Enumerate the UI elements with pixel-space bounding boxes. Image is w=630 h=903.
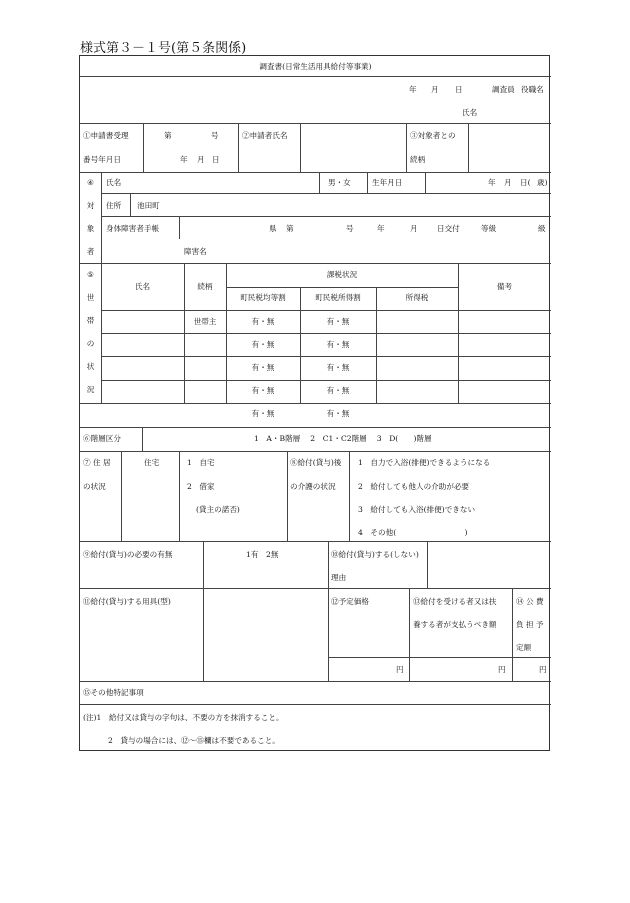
row-line	[80, 427, 551, 428]
income-tax-header: 所得税	[405, 293, 429, 302]
footnote-2: 2 貸与の場合には、⑫～⑮欄は不要であること。	[108, 736, 280, 745]
row-line	[101, 333, 551, 334]
handbook-issue: 日交付	[437, 224, 460, 233]
equipment-type-label: ⑪給付(貸与)する用具(型)	[83, 597, 171, 606]
per-capita-yesno: 有・無	[251, 409, 275, 418]
row-line	[101, 356, 551, 357]
row-line	[80, 403, 551, 404]
col-line	[328, 588, 329, 681]
handbook-year: 年	[377, 224, 385, 233]
care-option-4: 4 その他( )	[358, 528, 468, 537]
stratum-options: 1 A・B階層 2 C1・C2階層 3 D( )階層	[254, 434, 432, 443]
housing-own: 1 自宅	[187, 458, 215, 467]
col-line	[130, 193, 131, 216]
income-yesno: 有・無	[326, 363, 350, 372]
col-line	[367, 172, 368, 193]
row-line	[80, 451, 551, 452]
household-vertical-label: 況	[86, 385, 95, 394]
housing-rent: 2 借家	[187, 482, 215, 491]
household-vertical-label: 状	[86, 362, 95, 371]
necessity-value: 1有 2無	[246, 550, 279, 559]
col-line	[287, 451, 288, 541]
row-line	[80, 263, 551, 264]
household-relation-header: 続柄	[197, 282, 213, 291]
row-line	[101, 193, 551, 194]
row-line	[80, 704, 551, 705]
user-burden-label: 養する者が支払うべき額	[413, 620, 497, 629]
row-line	[101, 380, 551, 381]
income-yesno: 有・無	[326, 340, 350, 349]
col-line	[179, 216, 180, 239]
col-line	[203, 541, 204, 588]
per-capita-yesno: 有・無	[251, 340, 275, 349]
col-line	[319, 172, 320, 193]
relation-label: ③対象者との	[410, 131, 456, 140]
row-line	[80, 541, 551, 542]
survey-form-sheet	[79, 55, 550, 751]
col-line	[226, 263, 227, 403]
row-line	[226, 287, 458, 288]
header-month: 月	[431, 85, 439, 94]
header-investigator: 調査員	[492, 85, 515, 94]
handbook-label: 身体障害者手帳	[106, 224, 160, 233]
receipt-month: 月	[197, 155, 205, 164]
per-capita-yesno: 有・無	[251, 317, 275, 326]
user-burden-label: ⑬給付を受ける者又は扶	[413, 597, 497, 606]
handbook-go: 号	[346, 224, 354, 233]
col-line	[427, 541, 428, 588]
col-line	[328, 541, 329, 588]
public-yen: 円	[539, 665, 547, 674]
col-line	[300, 123, 301, 172]
row-line	[80, 681, 551, 682]
household-vertical-label: 世	[86, 293, 95, 302]
household-vertical-label: の	[86, 339, 95, 348]
handbook-month: 月	[410, 224, 418, 233]
tax-status-header: 課税状況	[326, 270, 358, 279]
footnote-1: (注)1 給付又は貸与の字句は、不要の方を抹消すること。	[83, 713, 284, 722]
col-line	[406, 123, 407, 172]
row-line	[328, 657, 551, 658]
subject-vertical-label: 対	[86, 201, 95, 210]
household-vertical-label: ⑤	[87, 270, 94, 279]
town-income-header: 町民税所得割	[315, 293, 361, 302]
receipt-go: 号	[211, 131, 219, 140]
public-cost-label: 定額	[516, 643, 532, 652]
subject-vertical-label: ④	[87, 178, 94, 187]
household-name-header: 氏名	[134, 282, 151, 291]
subject-birth-label: 生年月日	[372, 178, 403, 187]
necessity-label: ⑨給付(貸与)の必要の有無	[83, 550, 173, 559]
col-line	[349, 451, 350, 541]
birth-day: 日(	[520, 178, 531, 187]
receipt-year: 年	[180, 155, 188, 164]
handbook-grade: 等級	[481, 224, 497, 233]
income-yesno: 有・無	[326, 386, 350, 395]
col-line	[238, 123, 239, 172]
household-vertical-label: 帯	[86, 316, 95, 325]
application-receipt-label: 番号年月日	[83, 155, 121, 164]
income-yesno: 有・無	[326, 409, 350, 418]
row-line	[80, 172, 551, 173]
subject-vertical-label: 象	[86, 224, 95, 233]
receipt-dai: 第	[164, 131, 172, 140]
housing-label: ⑦ 住 居	[83, 458, 111, 467]
per-capita-yesno: 有・無	[251, 363, 275, 372]
stratum-label: ⑥階層区分	[83, 434, 121, 443]
relation-label: 続柄	[410, 155, 426, 164]
reason-label: 理由	[331, 573, 347, 582]
housing-label: の状況	[83, 482, 106, 491]
income-yesno: 有・無	[326, 317, 350, 326]
care-option-3: 3 給付しても入浴(排便)できない	[358, 505, 476, 514]
row-line	[101, 310, 551, 311]
col-line	[203, 588, 204, 681]
reason-label: ⑩給付(貸与)する(しない)	[331, 550, 419, 559]
row-line	[80, 588, 551, 589]
birth-year: 年	[488, 178, 496, 187]
public-cost-label: ⑭ 公 費	[516, 597, 544, 606]
subject-address-label: 住所	[106, 201, 122, 210]
header-name: 氏名	[462, 108, 478, 117]
subject-age: 歳)	[537, 178, 548, 187]
col-line	[512, 588, 513, 681]
receipt-day: 日	[212, 155, 220, 164]
price-yen: 円	[396, 665, 404, 674]
col-line	[468, 123, 469, 172]
other-notes-label: ⑮その他特記事項	[83, 688, 144, 697]
col-line	[376, 287, 377, 403]
col-line	[425, 172, 426, 193]
row-line	[80, 123, 551, 124]
form-number-title: 様式第３－１号(第５条関係)	[80, 41, 247, 56]
subject-sex: 男・女	[328, 178, 351, 187]
care-option-2: 2 給付しても他人の介助が必要	[358, 482, 470, 491]
header-position: 役職名	[521, 85, 544, 94]
col-line	[143, 123, 144, 172]
col-line	[142, 427, 143, 451]
household-head: 世帯主	[193, 317, 217, 326]
care-label: ⑧給付(貸与)後	[290, 458, 342, 467]
subject-town: 池田町	[137, 201, 160, 210]
per-capita-yesno: 有・無	[251, 386, 275, 395]
col-line	[121, 451, 122, 541]
applicant-name-label: ②申請者氏名	[242, 131, 288, 140]
town-per-capita-header: 町民税均等割	[240, 293, 286, 302]
document-title: 調査書(日常生活用具給付等事業)	[259, 62, 372, 71]
planned-price-label: ⑫予定価格	[331, 597, 369, 606]
care-option-1: 1 自力で入浴(排便)できるようになる	[358, 458, 491, 467]
row-line	[80, 76, 551, 77]
burden-yen: 円	[498, 665, 506, 674]
disability-label: 障害名	[184, 247, 207, 256]
header-year: 年	[409, 85, 417, 94]
handbook-dai: 第	[286, 224, 294, 233]
col-line	[179, 451, 180, 541]
care-label: の介護の状況	[290, 482, 336, 491]
handbook-ken: 県	[269, 224, 277, 233]
handbook-kyu: 級	[538, 224, 546, 233]
public-cost-label: 負 担 予	[516, 620, 544, 629]
subject-vertical-label: 者	[86, 247, 95, 256]
remarks-header: 備考	[496, 282, 513, 291]
application-receipt-label: ①申請書受理	[83, 131, 129, 140]
col-line	[409, 588, 410, 681]
header-day: 日	[455, 85, 463, 94]
row-line	[101, 216, 551, 217]
housing-owner-consent: (貸主の諾否)	[196, 505, 240, 514]
subject-name-label: 氏名	[106, 178, 122, 187]
birth-month: 月	[504, 178, 512, 187]
housing-house: 住宅	[144, 458, 160, 467]
